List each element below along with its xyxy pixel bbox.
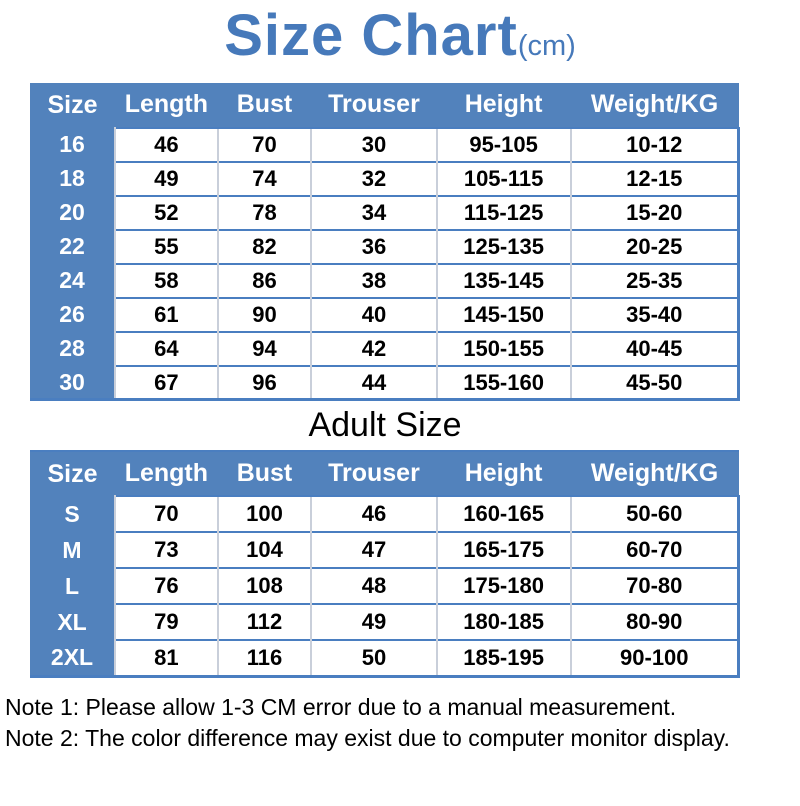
size-label-cell: S [30, 496, 115, 532]
value-cell: 165-175 [437, 532, 571, 568]
value-cell: 25-35 [571, 264, 739, 298]
table-row [30, 230, 739, 264]
table-row [30, 604, 739, 640]
kids-size-table [30, 83, 740, 402]
value-cell: 90-100 [571, 640, 739, 676]
size-label-cell: 20 [30, 196, 115, 230]
value-cell: 46 [311, 496, 436, 532]
value-cell: 112 [218, 604, 312, 640]
value-cell: 155-160 [437, 366, 571, 400]
value-cell: 74 [218, 162, 312, 196]
title-main: Size Chart [224, 3, 518, 68]
size-label-cell: L [30, 568, 115, 604]
value-cell: 49 [115, 162, 218, 196]
value-cell: 40 [311, 298, 436, 332]
value-cell: 34 [311, 196, 436, 230]
column-header: Height [437, 451, 571, 496]
table-row [30, 568, 739, 604]
value-cell: 55 [115, 230, 218, 264]
adult-size-table [30, 450, 740, 678]
value-cell: 35-40 [571, 298, 739, 332]
value-cell: 40-45 [571, 332, 739, 366]
value-cell: 44 [311, 366, 436, 400]
value-cell: 115-125 [437, 196, 571, 230]
value-cell: 86 [218, 264, 312, 298]
value-cell: 50-60 [571, 496, 739, 532]
page-title [0, 3, 800, 68]
value-cell: 15-20 [571, 196, 739, 230]
column-header: Bust [218, 451, 312, 496]
table-row [30, 532, 739, 568]
table-row [30, 196, 739, 230]
value-cell: 160-165 [437, 496, 571, 532]
table-row [30, 162, 739, 196]
value-cell: 104 [218, 532, 312, 568]
value-cell: 94 [218, 332, 312, 366]
header-row [30, 83, 739, 128]
size-label-cell: 24 [30, 264, 115, 298]
value-cell: 96 [218, 366, 312, 400]
value-cell: 38 [311, 264, 436, 298]
size-label-cell: 18 [30, 162, 115, 196]
value-cell: 90 [218, 298, 312, 332]
notes [5, 692, 800, 755]
table-row [30, 496, 739, 532]
size-label-cell: XL [30, 604, 115, 640]
size-label-cell: 30 [30, 366, 115, 400]
table-row [30, 640, 739, 676]
value-cell: 70 [115, 496, 218, 532]
column-header: Weight/KG [571, 451, 739, 496]
size-label-cell: 26 [30, 298, 115, 332]
value-cell: 61 [115, 298, 218, 332]
column-header: Trouser [311, 451, 436, 496]
size-chart-page [0, 3, 800, 806]
value-cell: 47 [311, 532, 436, 568]
value-cell: 185-195 [437, 640, 571, 676]
column-header: Length [115, 451, 218, 496]
value-cell: 70-80 [571, 568, 739, 604]
adult-size-heading: Adult Size [308, 406, 462, 445]
value-cell: 60-70 [571, 532, 739, 568]
value-cell: 49 [311, 604, 436, 640]
column-header: Bust [218, 83, 312, 128]
value-cell: 95-105 [437, 128, 571, 162]
value-cell: 67 [115, 366, 218, 400]
column-header: Height [437, 83, 571, 128]
value-cell: 58 [115, 264, 218, 298]
size-label-cell: 28 [30, 332, 115, 366]
value-cell: 150-155 [437, 332, 571, 366]
table-row [30, 366, 739, 400]
size-label-cell: 2XL [30, 640, 115, 676]
column-header: Length [115, 83, 218, 128]
value-cell: 100 [218, 496, 312, 532]
value-cell: 10-12 [571, 128, 739, 162]
value-cell: 175-180 [437, 568, 571, 604]
table-row [30, 264, 739, 298]
value-cell: 50 [311, 640, 436, 676]
value-cell: 73 [115, 532, 218, 568]
value-cell: 36 [311, 230, 436, 264]
table-row [30, 128, 739, 162]
table-row [30, 298, 739, 332]
value-cell: 20-25 [571, 230, 739, 264]
value-cell: 105-115 [437, 162, 571, 196]
size-label-cell: 22 [30, 230, 115, 264]
value-cell: 135-145 [437, 264, 571, 298]
column-header: Trouser [311, 83, 436, 128]
value-cell: 76 [115, 568, 218, 604]
value-cell: 78 [218, 196, 312, 230]
value-cell: 80-90 [571, 604, 739, 640]
value-cell: 125-135 [437, 230, 571, 264]
header-row [30, 451, 739, 496]
value-cell: 32 [311, 162, 436, 196]
value-cell: 79 [115, 604, 218, 640]
note-2: Note 2: The color difference may exist due to computer monitor display. [5, 725, 730, 752]
value-cell: 48 [311, 568, 436, 604]
note-1: Note 1: Please allow 1-3 CM error due to a manual measurement. [5, 693, 677, 720]
value-cell: 70 [218, 128, 312, 162]
column-header: Size [30, 451, 115, 496]
value-cell: 145-150 [437, 298, 571, 332]
value-cell: 52 [115, 196, 218, 230]
column-header: Weight/KG [571, 83, 739, 128]
value-cell: 180-185 [437, 604, 571, 640]
value-cell: 81 [115, 640, 218, 676]
value-cell: 82 [218, 230, 312, 264]
value-cell: 46 [115, 128, 218, 162]
value-cell: 108 [218, 568, 312, 604]
size-label-cell: M [30, 532, 115, 568]
size-label-cell: 16 [30, 128, 115, 162]
value-cell: 116 [218, 640, 312, 676]
table-row [30, 332, 739, 366]
value-cell: 12-15 [571, 162, 739, 196]
column-header: Size [30, 83, 115, 128]
value-cell: 42 [311, 332, 436, 366]
value-cell: 30 [311, 128, 436, 162]
value-cell: 45-50 [571, 366, 739, 400]
value-cell: 64 [115, 332, 218, 366]
title-unit: (cm) [517, 30, 576, 62]
